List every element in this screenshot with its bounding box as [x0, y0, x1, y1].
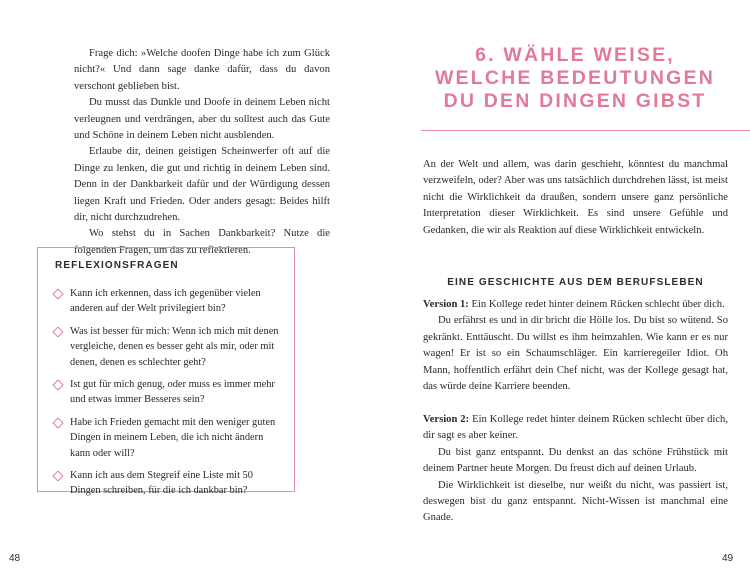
- version-label: Version 1:: [423, 299, 469, 310]
- paragraph: Du musst das Dunkle und Doofe in deinem Leben nicht verleugnen und verdrängen, aber du solltest auch das Gute und Schöne in deinem Leben nicht ausblenden.: [74, 97, 330, 142]
- paragraph: Du bist ganz entspannt. Du denkst an das schöne Frühstück mit deinem Partner heute Morgen. Du freust dich auf deinen Urlaub.: [423, 446, 728, 475]
- chapter-title: 6. WÄHLE WEISE, WELCHE BEDEUTUNGEN DU DEN DINGEN GIBST: [434, 44, 716, 112]
- version-lead: [423, 412, 728, 445]
- version-label: Version 2:: [423, 414, 470, 425]
- paragraph: Frage dich: »Welche doofen Dinge habe ich zum Glück nicht?« Und dann sage danke dafür, dass du davon verschont geblieben bist.: [74, 48, 330, 92]
- diamond-bullet-icon: [52, 288, 63, 299]
- question-item: [52, 324, 284, 370]
- diamond-bullet-icon: [52, 417, 63, 428]
- page-number-right: 49: [722, 553, 734, 564]
- version-2: [423, 412, 728, 527]
- question-list: [52, 286, 284, 506]
- diamond-bullet-icon: [52, 379, 63, 390]
- paragraph: An der Welt und allem, was darin geschieht, könntest du manchmal verzweifeln, oder? Aber was uns tatsächlich durchdrehen lässt, ist meist nicht die Wirklichkeit da draußen, sondern unsere ganz persönliche Interpretation dieser Wirklichkeit. Es sind unsere Gefühle und Gedanken, die wir als Reaktion auf diese Wirklichkeit entwickeln.: [423, 159, 728, 236]
- page-number-left: 48: [9, 553, 21, 564]
- paragraph: Die Wirklichkeit ist dieselbe, nur weißt du nicht, was passiert ist, deswegen bist du ganz entspannt. Nicht-Wissen ist manchmal eine Gnade.: [423, 479, 728, 524]
- left-body-text: [74, 46, 330, 259]
- version-lead: [423, 297, 728, 313]
- question-text: Kann ich aus dem Stegreif eine Liste mit 50 Dingen schreiben, für die ich dankbar bin?: [70, 470, 253, 497]
- question-item: [52, 377, 284, 408]
- diamond-bullet-icon: [52, 470, 63, 481]
- version-lead-text: Ein Kollege redet hinter deinem Rücken schlecht über dich, dir sagt es aber keiner.: [423, 414, 729, 442]
- version-1: [423, 297, 728, 395]
- question-text: Was ist besser für mich: Wenn ich mich mit denen vergleiche, denen es besser geht als mir, oder mit denen, denen es schlechter geht?: [70, 325, 279, 368]
- reflection-questions-box: [37, 247, 295, 497]
- paragraph: Erlaube dir, deinen geistigen Scheinwerfer oft auf die Dinge zu lenken, die gut und richtig in deinem Leben sind. Denn in der Dankbarkeit dafür und der Würdigung dessen liegen Kraft und Frieden. Oder anders gesagt: Beides hilft dir, nicht durchzudrehen.: [74, 146, 330, 224]
- version-lead-text: Ein Kollege redet hinter deinem Rücken schlecht über dich.: [471, 299, 725, 310]
- question-text: Kann ich erkennen, dass ich gegenüber vielen anderen auf der Welt privilegiert bin?: [70, 288, 261, 315]
- section-heading: EINE GESCHICHTE AUS DEM BERUFSLEBEN: [447, 277, 704, 288]
- question-text: Habe ich Frieden gemacht mit den weniger guten Dingen in meinem Leben, die ich nicht ändern kann oder will?: [70, 416, 276, 459]
- question-text: Ist gut für mich genug, oder muss es immer mehr und etwas immer Besseres sein?: [70, 379, 275, 406]
- title-divider: [421, 130, 750, 131]
- paragraph: Du erfährst es und in dir bricht die Hölle los. Du bist so wütend. So gekränkt. Enttäuscht. Du willst es ihm heimzahlen. Wie kann er es nur wagen! Er ist so ein Schaumschläger. Ein karrieregeiler Idiot. Oh Mann, hoffentlich erfährt dein Chef nicht, was der Kollege gesagt hat, das würde deine Karriere beenden.: [423, 315, 728, 393]
- question-item: [52, 415, 284, 461]
- question-item: [52, 286, 284, 317]
- box-title: REFLEXIONSFRAGEN: [55, 260, 179, 271]
- paragraph: Wo stehst du in Sachen Dankbarkeit? Nutze die folgenden Fragen, um das zu reflektieren.: [74, 228, 330, 256]
- question-item: [52, 468, 284, 499]
- diamond-bullet-icon: [52, 326, 63, 337]
- right-page: [375, 0, 750, 583]
- intro-text: [423, 157, 728, 239]
